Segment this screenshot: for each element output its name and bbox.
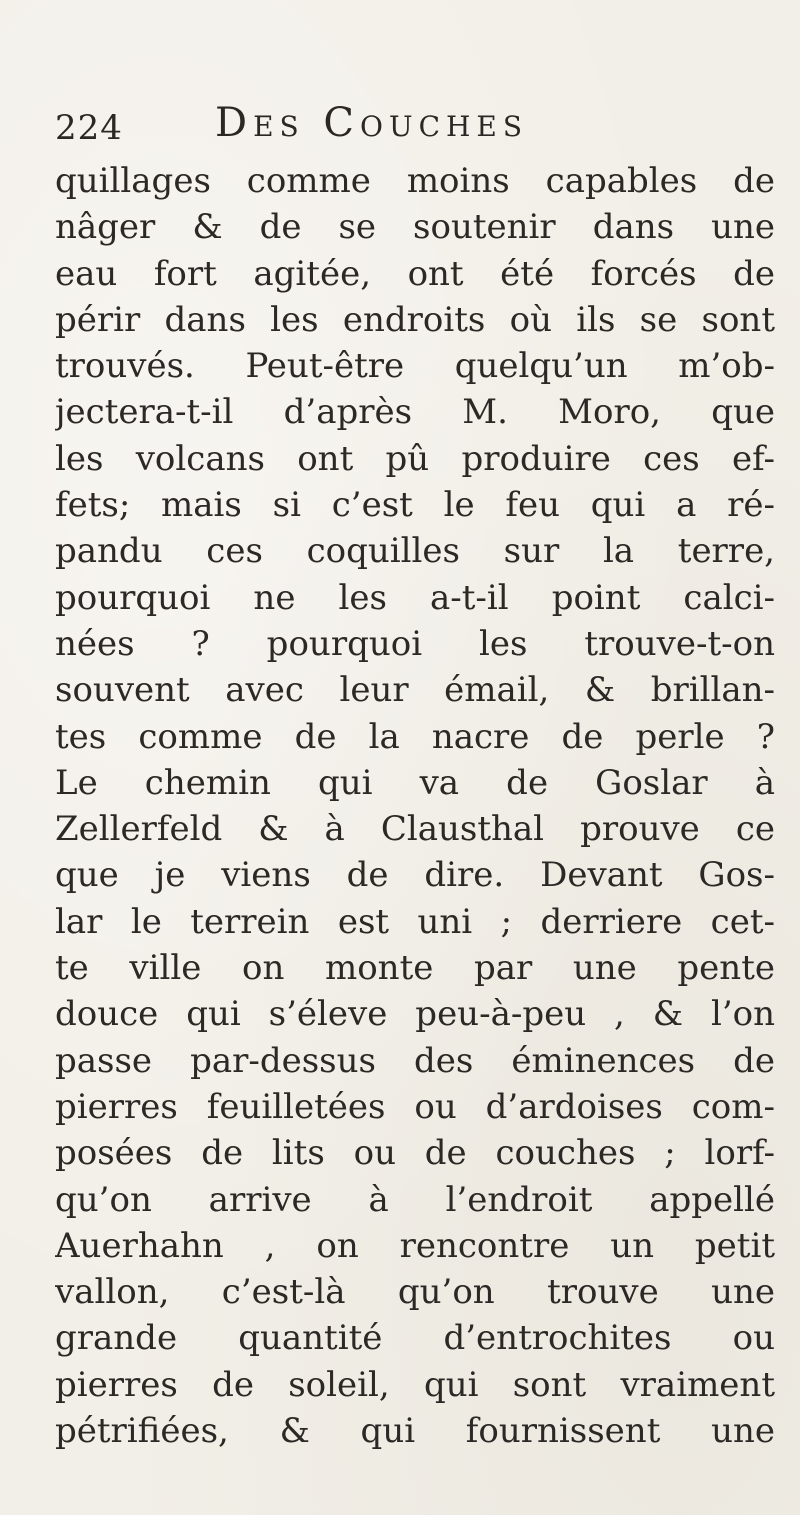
text-line: fets; mais si c’est le feu qui a ré- (55, 485, 775, 526)
text-line: eau fort agitée, ont été forcés de (55, 253, 775, 294)
page-header (0, 100, 800, 160)
text-line: nâger & de se soutenir dans une (55, 207, 775, 248)
text-line: que je viens de dire. Devant Gos- (55, 855, 775, 896)
text-line: grande quantité d’entrochites ou (55, 1318, 775, 1359)
text-line: trouvés. Peut-être quelqu’un m’ob- (55, 346, 775, 387)
body-text (55, 158, 775, 1454)
text-line: nées ? pourquoi les trouve-t-on (55, 623, 775, 664)
text-line: douce qui s’éleve peu-à-peu , & l’on (55, 994, 775, 1035)
text-line: lar le terrein est uni ; derriere cet- (55, 901, 775, 942)
text-line: posées de lits ou de couches ; lorf- (55, 1133, 775, 1174)
text-line: jectera-t-il d’après M. Moro, que (55, 392, 775, 433)
text-line: Auerhahn , on rencontre un petit (55, 1225, 775, 1266)
text-line: les volcans ont pû produire ces ef- (55, 438, 775, 479)
text-line: quillages comme moins capables de (55, 161, 775, 201)
text-line: vallon, c’est-là qu’on trouve une (55, 1272, 775, 1313)
text-line: pierres feuilletées ou d’ardoises com- (55, 1086, 775, 1127)
text-line: pandu ces coquilles sur la terre, (55, 531, 775, 572)
text-line: pourquoi ne les a-t-il point calci- (55, 577, 775, 618)
text-line: Le chemin qui va de Goslar à (55, 762, 775, 803)
text-line: qu’on arrive à l’endroit appellé (55, 1179, 775, 1220)
text-line: périr dans les endroits où ils se sont (55, 299, 775, 340)
page-number: 224 (55, 108, 123, 148)
text-line: souvent avec leur émail, & brillan- (55, 670, 775, 711)
running-title: Des Couches (215, 100, 529, 146)
text-line: pétrifiées, & qui fournissent une (55, 1411, 775, 1452)
text-line: Zellerfeld & à Clausthal prouve ce (55, 809, 775, 850)
text-line: pierres de soleil, qui sont vraiment (55, 1364, 775, 1405)
text-line: passe par-dessus des éminences de (55, 1040, 775, 1081)
text-line: te ville on monte par une pente (55, 948, 775, 989)
text-line: tes comme de la nacre de perle ? (55, 716, 775, 757)
